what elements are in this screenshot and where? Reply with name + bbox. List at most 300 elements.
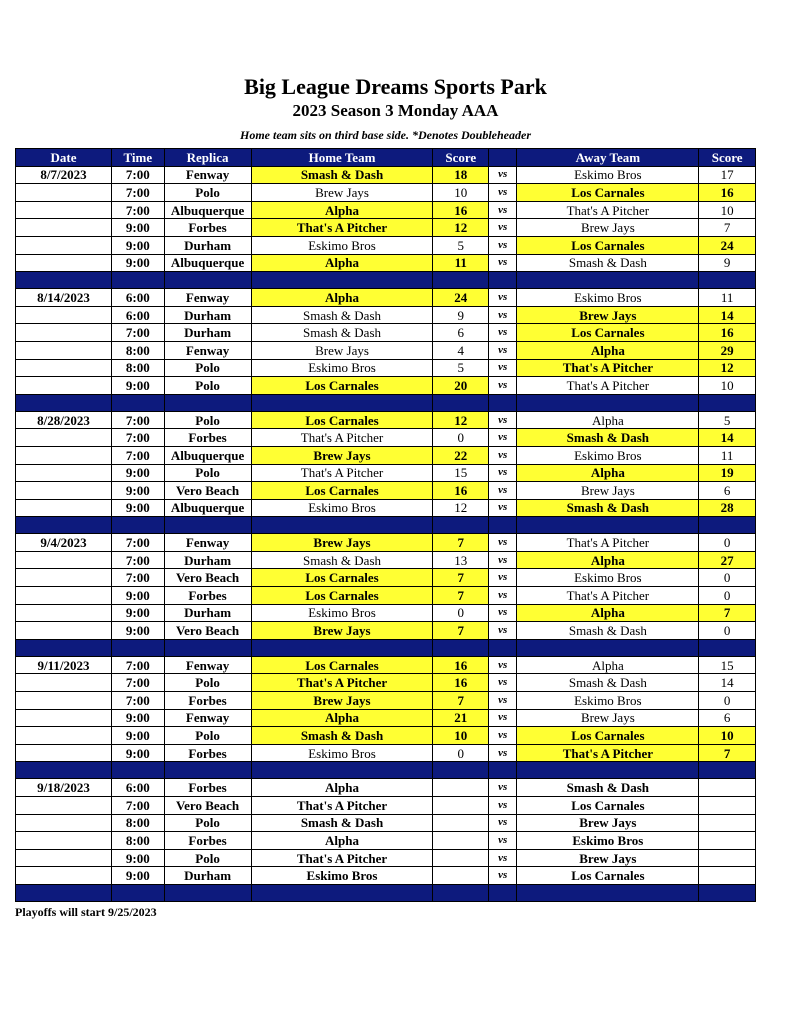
- vs-label: vs: [489, 797, 517, 815]
- separator-cell: [164, 517, 251, 534]
- home-team: That's A Pitcher: [251, 429, 433, 447]
- game-field: Durham: [164, 551, 251, 569]
- game-field: Forbes: [164, 832, 251, 850]
- home-score: 18: [433, 166, 489, 184]
- away-score: 7: [699, 744, 756, 762]
- home-team: That's A Pitcher: [251, 849, 433, 867]
- game-time: 6:00: [112, 306, 165, 324]
- home-score: 4: [433, 341, 489, 359]
- vs-label: vs: [489, 692, 517, 710]
- page-title: Big League Dreams Sports Park: [244, 74, 547, 99]
- separator-cell: [251, 639, 433, 656]
- game-date: [16, 359, 112, 377]
- vs-label: vs: [489, 254, 517, 272]
- vs-label: vs: [489, 464, 517, 482]
- game-field: Albuquerque: [164, 201, 251, 219]
- game-date: [16, 849, 112, 867]
- home-score: 22: [433, 446, 489, 464]
- vs-label: vs: [489, 551, 517, 569]
- away-team: Eskimo Bros: [517, 446, 699, 464]
- col-header-date: Date: [16, 149, 112, 167]
- game-date: [16, 341, 112, 359]
- game-date: [16, 446, 112, 464]
- vs-label: vs: [489, 499, 517, 517]
- vs-label: vs: [489, 814, 517, 832]
- separator-cell: [433, 639, 489, 656]
- separator-cell: [251, 517, 433, 534]
- vs-label: vs: [489, 359, 517, 377]
- game-date: [16, 219, 112, 237]
- home-team: Smash & Dash: [251, 814, 433, 832]
- vs-label: vs: [489, 587, 517, 605]
- home-team: Smash & Dash: [251, 551, 433, 569]
- game-time: 6:00: [112, 779, 165, 797]
- table-row: [16, 359, 756, 377]
- away-team: Brew Jays: [517, 306, 699, 324]
- home-score: 7: [433, 692, 489, 710]
- away-team: Eskimo Bros: [517, 166, 699, 184]
- home-score: 5: [433, 236, 489, 254]
- away-team: Los Carnales: [517, 184, 699, 202]
- home-team: Smash & Dash: [251, 306, 433, 324]
- away-score: 28: [699, 499, 756, 517]
- away-team: Alpha: [517, 551, 699, 569]
- table-row: [16, 849, 756, 867]
- away-score: 14: [699, 429, 756, 447]
- away-score: 29: [699, 341, 756, 359]
- home-score: [433, 832, 489, 850]
- away-team: Brew Jays: [517, 482, 699, 500]
- week-separator: [16, 394, 756, 411]
- home-score: 24: [433, 289, 489, 307]
- table-row: [16, 289, 756, 307]
- away-score: [699, 832, 756, 850]
- game-date: [16, 464, 112, 482]
- game-date: 9/4/2023: [16, 534, 112, 552]
- home-team: Smash & Dash: [251, 727, 433, 745]
- away-team: Smash & Dash: [517, 779, 699, 797]
- game-time: 7:00: [112, 411, 165, 429]
- home-team: Los Carnales: [251, 411, 433, 429]
- away-team: Eskimo Bros: [517, 569, 699, 587]
- away-score: 5: [699, 411, 756, 429]
- separator-cell: [517, 884, 699, 901]
- away-team: Eskimo Bros: [517, 289, 699, 307]
- home-team: Eskimo Bros: [251, 867, 433, 885]
- col-header-away-score: Score: [699, 149, 756, 167]
- home-team: Los Carnales: [251, 656, 433, 674]
- home-score: 0: [433, 429, 489, 447]
- separator-cell: [164, 639, 251, 656]
- game-date: [16, 674, 112, 692]
- table-row: [16, 656, 756, 674]
- col-header-home-score: Score: [433, 149, 489, 167]
- separator-cell: [433, 762, 489, 779]
- col-header-vs: [489, 149, 517, 167]
- home-score: 7: [433, 534, 489, 552]
- game-field: Albuquerque: [164, 254, 251, 272]
- game-field: Polo: [164, 849, 251, 867]
- game-field: Vero Beach: [164, 622, 251, 640]
- home-team: Alpha: [251, 709, 433, 727]
- away-team: Smash & Dash: [517, 674, 699, 692]
- game-time: 9:00: [112, 464, 165, 482]
- home-score: [433, 797, 489, 815]
- game-date: [16, 201, 112, 219]
- away-score: 16: [699, 324, 756, 342]
- separator-cell: [164, 762, 251, 779]
- col-header-home-team: Home Team: [251, 149, 433, 167]
- separator-cell: [699, 517, 756, 534]
- away-score: [699, 814, 756, 832]
- away-team: Brew Jays: [517, 849, 699, 867]
- game-time: 7:00: [112, 324, 165, 342]
- separator-cell: [164, 272, 251, 289]
- game-time: 9:00: [112, 727, 165, 745]
- game-field: Fenway: [164, 289, 251, 307]
- away-score: 11: [699, 446, 756, 464]
- vs-label: vs: [489, 184, 517, 202]
- game-time: 7:00: [112, 797, 165, 815]
- separator-cell: [16, 272, 112, 289]
- home-score: 0: [433, 744, 489, 762]
- home-score: 5: [433, 359, 489, 377]
- away-team: Eskimo Bros: [517, 832, 699, 850]
- vs-label: vs: [489, 849, 517, 867]
- game-date: 8/28/2023: [16, 411, 112, 429]
- table-row: [16, 429, 756, 447]
- home-score: [433, 867, 489, 885]
- table-row: [16, 779, 756, 797]
- separator-cell: [699, 639, 756, 656]
- game-time: 8:00: [112, 832, 165, 850]
- home-score: 6: [433, 324, 489, 342]
- away-score: 10: [699, 201, 756, 219]
- away-score: 16: [699, 184, 756, 202]
- away-score: 14: [699, 674, 756, 692]
- separator-cell: [699, 884, 756, 901]
- table-row: [16, 551, 756, 569]
- game-time: 7:00: [112, 534, 165, 552]
- week-separator: [16, 639, 756, 656]
- away-team: Alpha: [517, 464, 699, 482]
- game-field: Fenway: [164, 534, 251, 552]
- home-team: Los Carnales: [251, 587, 433, 605]
- home-team: Brew Jays: [251, 692, 433, 710]
- game-date: [16, 797, 112, 815]
- table-row: [16, 166, 756, 184]
- home-score: 16: [433, 201, 489, 219]
- game-field: Vero Beach: [164, 797, 251, 815]
- game-time: 9:00: [112, 587, 165, 605]
- away-score: 15: [699, 656, 756, 674]
- away-score: 6: [699, 709, 756, 727]
- footer-note: Playoffs will start 9/25/2023: [15, 905, 157, 919]
- game-date: [16, 377, 112, 395]
- table-row: [16, 692, 756, 710]
- separator-cell: [699, 394, 756, 411]
- home-team: That's A Pitcher: [251, 464, 433, 482]
- home-team: Alpha: [251, 779, 433, 797]
- table-row: [16, 709, 756, 727]
- home-score: 7: [433, 622, 489, 640]
- away-team: Alpha: [517, 656, 699, 674]
- separator-cell: [433, 394, 489, 411]
- separator-cell: [112, 639, 165, 656]
- table-row: [16, 201, 756, 219]
- away-team: Alpha: [517, 411, 699, 429]
- separator-cell: [489, 762, 517, 779]
- away-team: Smash & Dash: [517, 429, 699, 447]
- separator-cell: [489, 639, 517, 656]
- vs-label: vs: [489, 306, 517, 324]
- vs-label: vs: [489, 446, 517, 464]
- separator-cell: [433, 272, 489, 289]
- away-score: 7: [699, 219, 756, 237]
- game-date: [16, 324, 112, 342]
- away-team: Brew Jays: [517, 219, 699, 237]
- home-score: [433, 849, 489, 867]
- game-field: Vero Beach: [164, 482, 251, 500]
- home-score: 16: [433, 656, 489, 674]
- home-score: 7: [433, 587, 489, 605]
- game-field: Polo: [164, 464, 251, 482]
- game-time: 9:00: [112, 482, 165, 500]
- vs-label: vs: [489, 411, 517, 429]
- home-team: Brew Jays: [251, 534, 433, 552]
- away-team: Eskimo Bros: [517, 692, 699, 710]
- game-date: [16, 867, 112, 885]
- game-time: 7:00: [112, 551, 165, 569]
- away-team: Alpha: [517, 341, 699, 359]
- separator-cell: [489, 517, 517, 534]
- game-time: 7:00: [112, 429, 165, 447]
- table-row: [16, 867, 756, 885]
- home-team: Brew Jays: [251, 341, 433, 359]
- game-date: [16, 551, 112, 569]
- game-time: 8:00: [112, 814, 165, 832]
- game-field: Polo: [164, 377, 251, 395]
- game-date: [16, 692, 112, 710]
- table-row: [16, 499, 756, 517]
- game-date: [16, 482, 112, 500]
- col-header-replica: Replica: [164, 149, 251, 167]
- vs-label: vs: [489, 674, 517, 692]
- game-field: Forbes: [164, 692, 251, 710]
- separator-cell: [112, 762, 165, 779]
- home-team: Brew Jays: [251, 184, 433, 202]
- game-time: 9:00: [112, 867, 165, 885]
- away-score: [699, 797, 756, 815]
- away-score: 10: [699, 377, 756, 395]
- away-score: 14: [699, 306, 756, 324]
- separator-cell: [16, 639, 112, 656]
- game-field: Polo: [164, 359, 251, 377]
- table-row: [16, 604, 756, 622]
- game-date: [16, 814, 112, 832]
- game-time: 9:00: [112, 236, 165, 254]
- week-separator: [16, 272, 756, 289]
- table-row: [16, 587, 756, 605]
- vs-label: vs: [489, 867, 517, 885]
- game-field: Fenway: [164, 656, 251, 674]
- separator-cell: [517, 272, 699, 289]
- home-score: 0: [433, 604, 489, 622]
- vs-label: vs: [489, 289, 517, 307]
- away-score: 9: [699, 254, 756, 272]
- separator-cell: [112, 272, 165, 289]
- table-row: [16, 464, 756, 482]
- home-score: 16: [433, 674, 489, 692]
- separator-cell: [16, 884, 112, 901]
- game-date: [16, 236, 112, 254]
- vs-label: vs: [489, 744, 517, 762]
- game-time: 9:00: [112, 499, 165, 517]
- separator-cell: [517, 639, 699, 656]
- table-row: [16, 446, 756, 464]
- game-time: 7:00: [112, 674, 165, 692]
- home-team: Eskimo Bros: [251, 236, 433, 254]
- home-team: Alpha: [251, 201, 433, 219]
- away-team: Los Carnales: [517, 797, 699, 815]
- table-row: [16, 184, 756, 202]
- separator-cell: [433, 884, 489, 901]
- separator-cell: [112, 884, 165, 901]
- home-team: Alpha: [251, 254, 433, 272]
- game-field: Polo: [164, 727, 251, 745]
- game-date: [16, 429, 112, 447]
- game-date: [16, 587, 112, 605]
- away-team: Los Carnales: [517, 236, 699, 254]
- vs-label: vs: [489, 569, 517, 587]
- away-score: 10: [699, 727, 756, 745]
- home-team: Eskimo Bros: [251, 744, 433, 762]
- table-row: [16, 411, 756, 429]
- game-field: Forbes: [164, 744, 251, 762]
- game-time: 9:00: [112, 219, 165, 237]
- game-date: [16, 622, 112, 640]
- home-team: That's A Pitcher: [251, 674, 433, 692]
- game-date: [16, 184, 112, 202]
- home-team: Alpha: [251, 289, 433, 307]
- away-score: 24: [699, 236, 756, 254]
- separator-cell: [164, 394, 251, 411]
- away-team: Brew Jays: [517, 709, 699, 727]
- home-score: [433, 779, 489, 797]
- home-score: 7: [433, 569, 489, 587]
- table-row: [16, 744, 756, 762]
- game-field: Durham: [164, 604, 251, 622]
- vs-label: vs: [489, 482, 517, 500]
- vs-label: vs: [489, 534, 517, 552]
- home-team: Brew Jays: [251, 622, 433, 640]
- table-row: [16, 622, 756, 640]
- separator-cell: [251, 884, 433, 901]
- vs-label: vs: [489, 429, 517, 447]
- away-score: 11: [699, 289, 756, 307]
- separator-cell: [489, 394, 517, 411]
- vs-label: vs: [489, 727, 517, 745]
- home-team: That's A Pitcher: [251, 219, 433, 237]
- away-team: That's A Pitcher: [517, 587, 699, 605]
- home-score: 16: [433, 482, 489, 500]
- game-time: 7:00: [112, 656, 165, 674]
- table-row: [16, 797, 756, 815]
- game-field: Forbes: [164, 779, 251, 797]
- game-field: Polo: [164, 814, 251, 832]
- game-field: Polo: [164, 184, 251, 202]
- home-score: 12: [433, 411, 489, 429]
- game-time: 7:00: [112, 201, 165, 219]
- game-field: Forbes: [164, 219, 251, 237]
- home-score: [433, 814, 489, 832]
- separator-cell: [517, 517, 699, 534]
- away-score: [699, 779, 756, 797]
- home-team: Smash & Dash: [251, 166, 433, 184]
- home-score: 12: [433, 219, 489, 237]
- game-date: [16, 727, 112, 745]
- schedule-table: [15, 148, 756, 902]
- vs-label: vs: [489, 832, 517, 850]
- home-team: That's A Pitcher: [251, 797, 433, 815]
- separator-cell: [16, 762, 112, 779]
- separator-cell: [251, 394, 433, 411]
- separator-cell: [251, 762, 433, 779]
- away-score: 12: [699, 359, 756, 377]
- game-time: 9:00: [112, 604, 165, 622]
- game-field: Durham: [164, 236, 251, 254]
- table-row: [16, 254, 756, 272]
- game-field: Fenway: [164, 166, 251, 184]
- game-date: [16, 709, 112, 727]
- vs-label: vs: [489, 166, 517, 184]
- game-time: 7:00: [112, 569, 165, 587]
- away-team: That's A Pitcher: [517, 201, 699, 219]
- game-time: 7:00: [112, 184, 165, 202]
- away-team: Smash & Dash: [517, 254, 699, 272]
- vs-label: vs: [489, 236, 517, 254]
- home-score: 11: [433, 254, 489, 272]
- away-score: [699, 849, 756, 867]
- game-field: Forbes: [164, 429, 251, 447]
- away-team: Brew Jays: [517, 814, 699, 832]
- game-date: 9/11/2023: [16, 656, 112, 674]
- away-team: That's A Pitcher: [517, 359, 699, 377]
- away-team: That's A Pitcher: [517, 377, 699, 395]
- game-time: 9:00: [112, 622, 165, 640]
- game-time: 9:00: [112, 849, 165, 867]
- separator-cell: [164, 884, 251, 901]
- away-team: Los Carnales: [517, 867, 699, 885]
- game-time: 9:00: [112, 709, 165, 727]
- separator-cell: [699, 762, 756, 779]
- home-team: Eskimo Bros: [251, 359, 433, 377]
- table-row: [16, 482, 756, 500]
- away-score: 17: [699, 166, 756, 184]
- vs-label: vs: [489, 324, 517, 342]
- away-score: 7: [699, 604, 756, 622]
- game-field: Durham: [164, 306, 251, 324]
- home-score: 21: [433, 709, 489, 727]
- away-team: Alpha: [517, 604, 699, 622]
- home-score: 10: [433, 727, 489, 745]
- home-team: Los Carnales: [251, 569, 433, 587]
- away-score: 6: [699, 482, 756, 500]
- separator-cell: [489, 272, 517, 289]
- game-time: 8:00: [112, 359, 165, 377]
- home-team: Smash & Dash: [251, 324, 433, 342]
- vs-label: vs: [489, 341, 517, 359]
